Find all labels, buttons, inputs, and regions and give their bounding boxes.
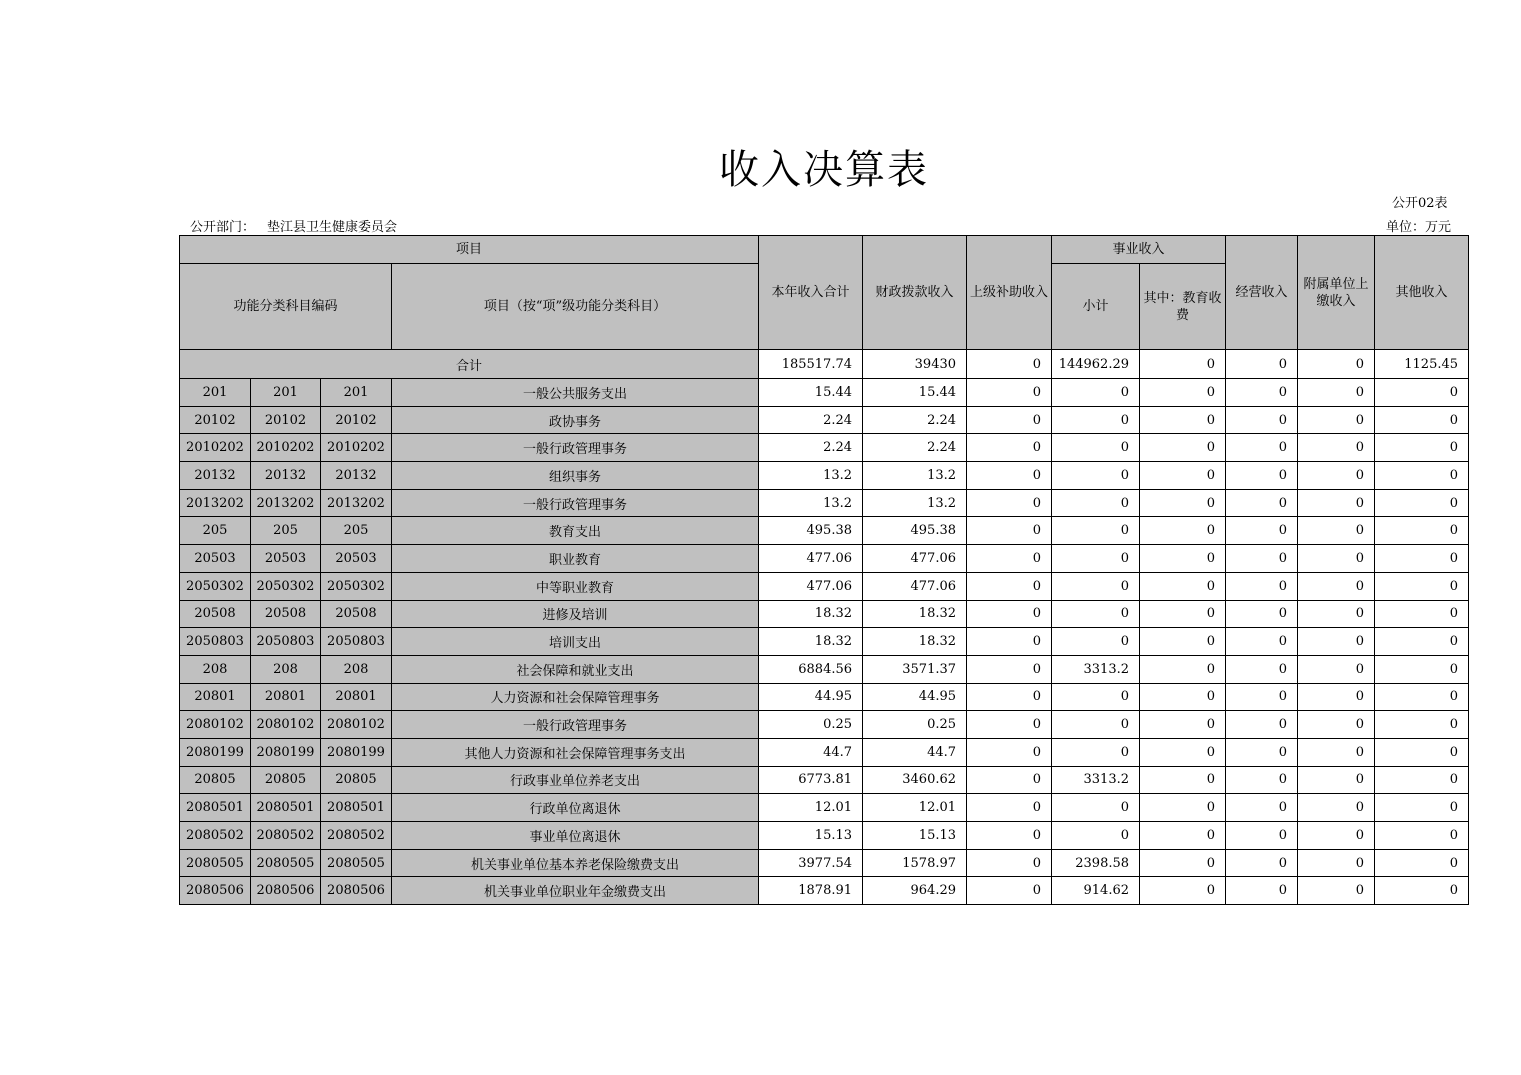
value-cell: 0 [967,655,1052,683]
value-cell: 0 [967,822,1052,850]
value-cell: 0 [1375,545,1469,573]
item-name-cell: 一般公共服务支出 [392,379,759,407]
code-cell: 2010202 [251,434,321,462]
code-cell: 20102 [180,406,251,434]
value-cell: 0 [1226,794,1298,822]
code-cell: 2080501 [251,794,321,822]
code-cell: 2010202 [180,434,251,462]
value-cell: 6773.81 [759,766,863,794]
value-cell: 0 [1298,849,1375,877]
code-cell: 20805 [251,766,321,794]
value-cell: 0 [1052,434,1140,462]
value-cell: 0 [1140,822,1226,850]
code-cell: 2080501 [321,794,392,822]
table-row [180,711,1469,739]
value-cell: 2.24 [759,406,863,434]
value-cell: 1578.97 [863,849,967,877]
value-cell: 0 [1298,628,1375,656]
header-other: 其他收入 [1375,236,1469,350]
value-cell: 0 [1375,489,1469,517]
value-cell: 13.2 [759,489,863,517]
value-cell: 0 [1052,711,1140,739]
value-cell: 0 [1140,766,1226,794]
value-cell: 0 [1140,545,1226,573]
header-business: 事业收入 [1052,236,1226,264]
code-cell: 205 [251,517,321,545]
value-cell: 0 [1052,683,1140,711]
code-cell: 2080505 [321,849,392,877]
department-name: 垫江县卫生健康委员会 [267,220,398,235]
code-cell: 208 [321,655,392,683]
code-cell: 2050302 [180,572,251,600]
item-name-cell: 社会保障和就业支出 [392,655,759,683]
value-cell: 0 [1226,738,1298,766]
code-cell: 20805 [180,766,251,794]
code-cell: 2080102 [180,711,251,739]
code-cell: 2080199 [321,738,392,766]
value-cell: 0 [1140,517,1226,545]
table-row [180,379,1469,407]
header-operating: 经营收入 [1226,236,1298,350]
value-cell: 44.7 [863,738,967,766]
value-cell: 0 [1298,379,1375,407]
table-row [180,545,1469,573]
value-cell: 0 [967,628,1052,656]
value-cell: 0 [1052,628,1140,656]
code-cell: 2050302 [251,572,321,600]
table-row [180,822,1469,850]
code-cell: 2080502 [180,822,251,850]
header-project: 项目 [180,236,759,264]
item-name-cell: 中等职业教育 [392,572,759,600]
code-cell: 20503 [321,545,392,573]
code-cell: 2010202 [321,434,392,462]
table-row [180,628,1469,656]
value-cell: 2.24 [759,434,863,462]
code-cell: 20102 [321,406,392,434]
value-cell: 477.06 [863,572,967,600]
value-cell: 0 [1375,379,1469,407]
code-cell: 20801 [180,683,251,711]
value-cell: 15.44 [863,379,967,407]
value-cell: 0 [967,545,1052,573]
value-cell: 0 [1226,849,1298,877]
value-cell: 0 [1226,628,1298,656]
code-cell: 2080506 [180,877,251,905]
value-cell: 0 [1052,406,1140,434]
value-cell: 0 [1298,794,1375,822]
total-cell: 39430 [863,350,967,379]
value-cell: 0 [967,683,1052,711]
value-cell: 18.32 [863,600,967,628]
value-cell: 964.29 [863,877,967,905]
value-cell: 0 [1226,877,1298,905]
value-cell: 0 [1226,683,1298,711]
value-cell: 0 [1375,434,1469,462]
item-name-cell: 教育支出 [392,517,759,545]
item-name-cell: 机关事业单位基本养老保险缴费支出 [392,849,759,877]
item-name-cell: 其他人力资源和社会保障管理事务支出 [392,738,759,766]
header-fiscal: 财政拨款收入 [863,236,967,350]
code-cell: 20503 [180,545,251,573]
value-cell: 0 [1298,462,1375,490]
table-row [180,683,1469,711]
code-cell: 205 [321,517,392,545]
code-cell: 20508 [321,600,392,628]
code-cell: 2080505 [180,849,251,877]
value-cell: 0 [967,434,1052,462]
code-cell: 20503 [251,545,321,573]
value-cell: 0 [1226,545,1298,573]
value-cell: 0 [1052,822,1140,850]
value-cell: 3460.62 [863,766,967,794]
value-cell: 15.44 [759,379,863,407]
value-cell: 0 [1298,434,1375,462]
value-cell: 0 [967,711,1052,739]
value-cell: 0 [1375,406,1469,434]
value-cell: 0 [967,572,1052,600]
value-cell: 0 [1140,379,1226,407]
value-cell: 0 [1298,545,1375,573]
table-row [180,849,1469,877]
value-cell: 0 [1052,572,1140,600]
value-cell: 0 [1052,489,1140,517]
value-cell: 0 [1140,434,1226,462]
item-name-cell: 进修及培训 [392,600,759,628]
value-cell: 0 [967,379,1052,407]
code-cell: 20801 [321,683,392,711]
value-cell: 0 [1226,766,1298,794]
value-cell: 0 [1226,600,1298,628]
value-cell: 0 [1140,462,1226,490]
total-cell: 0 [1140,350,1226,379]
value-cell: 0 [1226,406,1298,434]
code-cell: 2013202 [321,489,392,517]
value-cell: 0 [1052,600,1140,628]
total-cell: 0 [967,350,1052,379]
value-cell: 0 [1052,738,1140,766]
table-row [180,766,1469,794]
code-cell: 2050803 [251,628,321,656]
value-cell: 0 [1375,517,1469,545]
value-cell: 0 [1375,877,1469,905]
value-cell: 0 [967,600,1052,628]
code-cell: 2080505 [251,849,321,877]
table-row [180,434,1469,462]
code-cell: 2080102 [251,711,321,739]
value-cell: 44.7 [759,738,863,766]
table-row [180,462,1469,490]
value-cell: 0 [967,849,1052,877]
value-cell: 44.95 [863,683,967,711]
value-cell: 0 [1298,489,1375,517]
total-row [180,350,1469,379]
value-cell: 2.24 [863,406,967,434]
value-cell: 0 [1375,711,1469,739]
value-cell: 18.32 [759,600,863,628]
value-cell: 0 [1375,794,1469,822]
value-cell: 0 [1375,655,1469,683]
value-cell: 12.01 [759,794,863,822]
header-subtotal: 小计 [1052,264,1140,350]
page-title: 收入决算表 [719,147,929,193]
value-cell: 13.2 [759,462,863,490]
value-cell: 0 [1140,628,1226,656]
value-cell: 0.25 [863,711,967,739]
header-affiliated: 附属单位上缴收入 [1298,236,1375,350]
code-cell: 20508 [251,600,321,628]
value-cell: 0 [1375,738,1469,766]
value-cell: 914.62 [1052,877,1140,905]
value-cell: 0 [1226,462,1298,490]
value-cell: 495.38 [863,517,967,545]
value-cell: 0.25 [759,711,863,739]
header-name: 项目（按“项”级功能分类科目） [392,264,759,350]
value-cell: 477.06 [759,572,863,600]
code-cell: 2080501 [180,794,251,822]
value-cell: 0 [1298,600,1375,628]
value-cell: 0 [1226,711,1298,739]
code-cell: 20805 [321,766,392,794]
value-cell: 0 [1226,434,1298,462]
department-line [190,216,397,235]
value-cell: 0 [1140,877,1226,905]
value-cell: 1878.91 [759,877,863,905]
value-cell: 0 [1298,655,1375,683]
value-cell: 0 [1375,628,1469,656]
value-cell: 0 [967,877,1052,905]
value-cell: 18.32 [863,628,967,656]
table-row [180,572,1469,600]
value-cell: 0 [967,738,1052,766]
value-cell: 0 [1226,489,1298,517]
value-cell: 3313.2 [1052,766,1140,794]
table-row [180,489,1469,517]
value-cell: 13.2 [863,462,967,490]
code-cell: 2080502 [321,822,392,850]
total-cell: 144962.29 [1052,350,1140,379]
code-cell: 2050302 [321,572,392,600]
value-cell: 15.13 [759,822,863,850]
value-cell: 0 [1298,711,1375,739]
value-cell: 0 [1226,379,1298,407]
value-cell: 0 [967,406,1052,434]
value-cell: 0 [1140,406,1226,434]
code-cell: 20132 [321,462,392,490]
value-cell: 0 [1052,545,1140,573]
value-cell: 2.24 [863,434,967,462]
code-cell: 208 [180,655,251,683]
value-cell: 0 [1298,766,1375,794]
item-name-cell: 培训支出 [392,628,759,656]
value-cell: 0 [1052,794,1140,822]
value-cell: 0 [1298,572,1375,600]
code-cell: 2080102 [321,711,392,739]
value-cell: 0 [1226,517,1298,545]
code-cell: 205 [180,517,251,545]
value-cell: 3313.2 [1052,655,1140,683]
value-cell: 3571.37 [863,655,967,683]
value-cell: 0 [1375,572,1469,600]
code-cell: 201 [321,379,392,407]
total-label: 合计 [180,350,759,379]
item-name-cell: 政协事务 [392,406,759,434]
value-cell: 0 [1140,683,1226,711]
code-cell: 2080199 [180,738,251,766]
value-cell: 6884.56 [759,655,863,683]
value-cell: 0 [1226,655,1298,683]
header-superior: 上级补助收入 [967,236,1052,350]
value-cell: 0 [1375,822,1469,850]
value-cell: 12.01 [863,794,967,822]
value-cell: 13.2 [863,489,967,517]
value-cell: 495.38 [759,517,863,545]
value-cell: 0 [1298,877,1375,905]
code-cell: 2050803 [180,628,251,656]
value-cell: 0 [1298,517,1375,545]
total-cell: 1125.45 [1375,350,1469,379]
table-row [180,794,1469,822]
value-cell: 0 [1052,462,1140,490]
value-cell: 0 [1140,794,1226,822]
code-cell: 208 [251,655,321,683]
total-cell: 0 [1298,350,1375,379]
value-cell: 0 [1052,379,1140,407]
value-cell: 0 [1298,738,1375,766]
code-cell: 2080199 [251,738,321,766]
code-cell: 20102 [251,406,321,434]
value-cell: 0 [1140,489,1226,517]
income-table [179,235,1469,905]
value-cell: 0 [967,517,1052,545]
table-row [180,517,1469,545]
form-number: 公开02表 [1392,196,1448,211]
code-cell: 20508 [180,600,251,628]
item-name-cell: 一般行政管理事务 [392,711,759,739]
item-name-cell: 人力资源和社会保障管理事务 [392,683,759,711]
value-cell: 0 [1140,849,1226,877]
table-row [180,877,1469,905]
code-cell: 2013202 [180,489,251,517]
header-total-income: 本年收入合计 [759,236,863,350]
item-name-cell: 一般行政管理事务 [392,489,759,517]
value-cell: 0 [1140,655,1226,683]
value-cell: 477.06 [759,545,863,573]
value-cell: 0 [1375,462,1469,490]
value-cell: 3977.54 [759,849,863,877]
value-cell: 44.95 [759,683,863,711]
table-row [180,738,1469,766]
code-cell: 2080506 [251,877,321,905]
value-cell: 0 [1298,822,1375,850]
total-cell: 185517.74 [759,350,863,379]
value-cell: 0 [1140,738,1226,766]
item-name-cell: 行政事业单位养老支出 [392,766,759,794]
code-cell: 201 [180,379,251,407]
value-cell: 0 [967,794,1052,822]
item-name-cell: 职业教育 [392,545,759,573]
total-cell: 0 [1226,350,1298,379]
value-cell: 18.32 [759,628,863,656]
item-name-cell: 机关事业单位职业年金缴费支出 [392,877,759,905]
code-cell: 20132 [251,462,321,490]
table-row [180,406,1469,434]
value-cell: 15.13 [863,822,967,850]
table-row [180,600,1469,628]
code-cell: 2080502 [251,822,321,850]
value-cell: 0 [1226,822,1298,850]
code-cell: 201 [251,379,321,407]
value-cell: 0 [1052,517,1140,545]
value-cell: 2398.58 [1052,849,1140,877]
value-cell: 0 [1375,766,1469,794]
code-cell: 20801 [251,683,321,711]
header-code: 功能分类科目编码 [180,264,392,350]
value-cell: 0 [1375,600,1469,628]
value-cell: 0 [1298,683,1375,711]
value-cell: 0 [967,766,1052,794]
code-cell: 2013202 [251,489,321,517]
item-name-cell: 一般行政管理事务 [392,434,759,462]
value-cell: 0 [1140,711,1226,739]
value-cell: 0 [1375,849,1469,877]
value-cell: 0 [1140,600,1226,628]
code-cell: 2050803 [321,628,392,656]
department-label: 公开部门： [190,220,256,235]
item-name-cell: 组织事务 [392,462,759,490]
table-body [180,379,1469,905]
item-name-cell: 行政单位离退休 [392,794,759,822]
item-name-cell: 事业单位离退休 [392,822,759,850]
value-cell: 477.06 [863,545,967,573]
value-cell: 0 [967,462,1052,490]
header-education: 其中：教育收费 [1140,264,1226,350]
code-cell: 20132 [180,462,251,490]
value-cell: 0 [1140,572,1226,600]
table-row [180,655,1469,683]
value-cell: 0 [1298,406,1375,434]
value-cell: 0 [1226,572,1298,600]
value-cell: 0 [967,489,1052,517]
code-cell: 2080506 [321,877,392,905]
unit-label: 单位：万元 [1386,220,1452,235]
value-cell: 0 [1375,683,1469,711]
